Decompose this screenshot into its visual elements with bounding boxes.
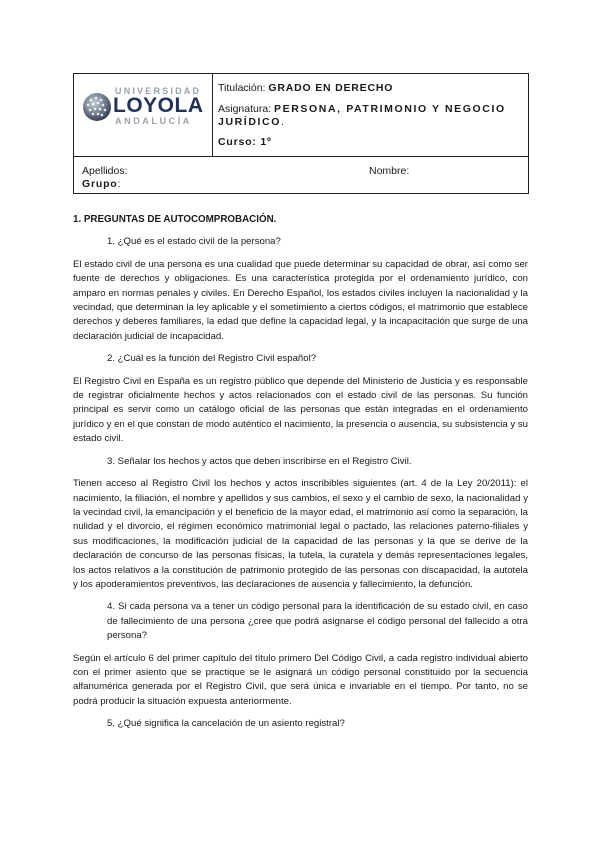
grupo-colon: : bbox=[117, 178, 121, 190]
nombre-label: Nombre: bbox=[369, 165, 410, 177]
answer-2: El Registro Civil en España es un registro público que depende del Ministerio de Justicia y es responsable de registrar oficialmente hechos y actos relacionados con el estado civil de las personas. Su función principal es servir como un catálogo oficial de las personas que están integradas en el ordenamiento jurídico y en el que constan de modo auténtico el nacimiento, la presencia o ausencia, su subsistencia y su estado civil. bbox=[73, 375, 528, 445]
header-table bbox=[73, 73, 529, 194]
apellidos-label: Apellidos: bbox=[82, 165, 128, 177]
question-3: 3. Señalar los hechos y actos que deben inscribirse en el Registro Civil. bbox=[107, 455, 412, 467]
logo-text-bottom: ANDALUCÍA bbox=[115, 116, 192, 126]
titulacion-row bbox=[218, 82, 528, 95]
question-5: 5. ¿Qué significa la cancelación de un asiento registral? bbox=[107, 718, 345, 730]
course-info bbox=[213, 74, 528, 156]
titulacion-label: Titulación: bbox=[218, 82, 266, 94]
logo-text-top: UNIVERSIDAD bbox=[115, 86, 202, 96]
document-body bbox=[73, 213, 528, 740]
logo-text-main: LOYOLA bbox=[113, 94, 204, 117]
question-1: 1. ¿Qué es el estado civil de la persona? bbox=[107, 236, 281, 248]
question-2: 2. ¿Cuál es la función del Registro Civil español? bbox=[107, 353, 317, 365]
answer-3: Tienen acceso al Registro Civil los hechos y actos inscribibles siguientes (art. 4 de la Ley 20/2011): el nacimiento, la filiación, el nombre y apellidos y sus cambios, el sexo y el cambio de sexo, la nacionalidad y la vecindad civil, la emancipación y el beneficio de la mayor edad, el matrimonio así como la separación, la nulidad y el divorcio, el régimen económico matrimonial legal o pactado, las relaciones paterno-filiales y sus modificaciones, la modificación judicial de la capacidad de las personas y la que se derive de la declaración de concurso de las personas físicas, la tutela, la curatela y demás representaciones legales, los actos relativos a la constitución de patrimonio protegido de las personas con discapacidad, la autotela y los apoderamientos preventivos, las declaraciones de ausencia y fallecimiento, la defunción. bbox=[73, 478, 528, 590]
asignatura-value: PERSONA, PATRIMONIO Y NEGOCIO JURÍDICO bbox=[218, 103, 506, 128]
asignatura-label: Asignatura: bbox=[218, 103, 272, 115]
curso-value: Curso: 1º bbox=[218, 136, 272, 148]
asignatura-row bbox=[218, 103, 528, 129]
grupo-label: Grupo bbox=[82, 178, 118, 190]
titulacion-value: GRADO EN DERECHO bbox=[268, 82, 394, 94]
globe-logo-icon bbox=[82, 92, 112, 122]
header-student-row bbox=[74, 157, 528, 193]
section-title: 1. PREGUNTAS DE AUTOCOMPROBACIÓN. bbox=[73, 214, 277, 225]
grupo-label-wrap bbox=[82, 178, 120, 190]
asignatura-end: . bbox=[280, 116, 284, 128]
answer-1: El estado civil de una persona es una cualidad que puede determinar su capacidad de obrar, así como ser fuente de derechos y obligaciones. Es una característica protegida por el ordenamiento jurídico, con amparo en normas penales y civiles. En Derecho Español, los estados civiles incluyen la nacionalidad y la vecindad, que determinan la ley aplicable y el sometimiento a ciertos códigos, el matrimonio que establece derechos y deberes familiares, la edad que define la capacidad legal, y la incapacitación que surge de una declaración judicial de incapacidad. bbox=[73, 258, 528, 342]
university-logo bbox=[74, 74, 213, 156]
question-4: 4. Si cada persona va a tener un código personal para la identificación de su estado civil, en caso de fallecimiento de una persona ¿cree que podrá asignarse el código personal del fallecido a otra persona? bbox=[107, 601, 528, 642]
answer-4: Según el artículo 6 del primer capítulo del título primero Del Código Civil, a cada registro individual abierto con el primer asiento que se practique se le asignará un código personal constituido por la secuencia alfanumérica generada por el Registro Civil, que será única e invariable en el tiempo. Por tanto, no se podrá producir la situación expuesta anteriormente. bbox=[73, 652, 528, 707]
header-top-row bbox=[74, 74, 528, 157]
curso-row bbox=[218, 136, 528, 149]
